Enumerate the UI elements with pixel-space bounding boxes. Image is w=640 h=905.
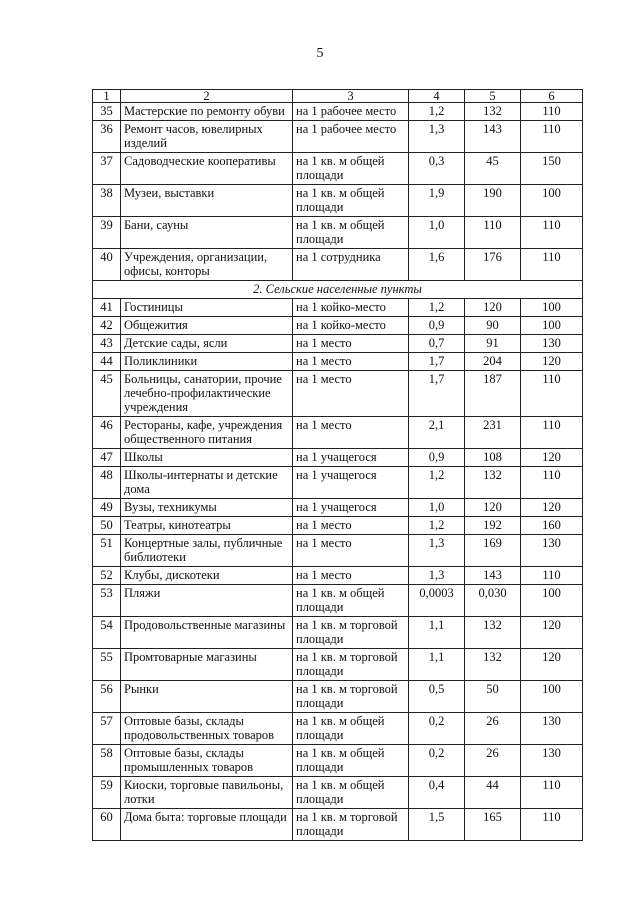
table-row bbox=[93, 567, 583, 585]
row-number: 40 bbox=[93, 249, 121, 281]
row-number: 48 bbox=[93, 467, 121, 499]
page-number: 5 bbox=[316, 46, 324, 61]
table-row bbox=[93, 449, 583, 467]
row-number: 36 bbox=[93, 121, 121, 153]
unit-of-measure: на 1 учащегося bbox=[293, 449, 409, 467]
value-col5: 204 bbox=[465, 353, 521, 371]
table-row bbox=[93, 317, 583, 335]
row-number: 50 bbox=[93, 517, 121, 535]
row-number: 53 bbox=[93, 585, 121, 617]
value-col5: 231 bbox=[465, 417, 521, 449]
unit-of-measure: на 1 место bbox=[293, 417, 409, 449]
unit-of-measure: на 1 кв. м общей площади bbox=[293, 777, 409, 809]
table-row bbox=[93, 467, 583, 499]
unit-of-measure: на 1 койко-место bbox=[293, 299, 409, 317]
value-col4: 1,7 bbox=[409, 353, 465, 371]
unit-of-measure: на 1 учащегося bbox=[293, 499, 409, 517]
unit-of-measure: на 1 кв. м общей площади bbox=[293, 745, 409, 777]
table-row bbox=[93, 417, 583, 449]
value-col6: 130 bbox=[521, 745, 583, 777]
value-col5: 120 bbox=[465, 299, 521, 317]
unit-of-measure: на 1 кв. м торговой площади bbox=[293, 809, 409, 841]
facility-name: Вузы, техникумы bbox=[121, 499, 293, 517]
value-col5: 132 bbox=[465, 617, 521, 649]
header-cell: 2 bbox=[121, 90, 293, 103]
row-number: 55 bbox=[93, 649, 121, 681]
value-col5: 187 bbox=[465, 371, 521, 417]
unit-of-measure: на 1 место bbox=[293, 517, 409, 535]
unit-of-measure: на 1 рабочее место bbox=[293, 121, 409, 153]
unit-of-measure: на 1 рабочее место bbox=[293, 103, 409, 121]
value-col5: 90 bbox=[465, 317, 521, 335]
table-header-row bbox=[93, 90, 583, 103]
value-col4: 1,5 bbox=[409, 809, 465, 841]
header-cell: 6 bbox=[521, 90, 583, 103]
unit-of-measure: на 1 место bbox=[293, 353, 409, 371]
table-row bbox=[93, 745, 583, 777]
table-row bbox=[93, 217, 583, 249]
value-col5: 0,030 bbox=[465, 585, 521, 617]
unit-of-measure: на 1 место bbox=[293, 567, 409, 585]
facility-name: Пляжи bbox=[121, 585, 293, 617]
facility-name: Промтоварные магазины bbox=[121, 649, 293, 681]
facility-name: Рестораны, кафе, учреждения общественного питания bbox=[121, 417, 293, 449]
value-col5: 26 bbox=[465, 713, 521, 745]
header-cell: 1 bbox=[93, 90, 121, 103]
row-number: 43 bbox=[93, 335, 121, 353]
value-col4: 1,1 bbox=[409, 649, 465, 681]
value-col5: 169 bbox=[465, 535, 521, 567]
row-number: 54 bbox=[93, 617, 121, 649]
facility-name: Оптовые базы, склады продовольственных товаров bbox=[121, 713, 293, 745]
value-col5: 192 bbox=[465, 517, 521, 535]
unit-of-measure: на 1 кв. м торговой площади bbox=[293, 649, 409, 681]
facility-name: Дома быта: торговые площади bbox=[121, 809, 293, 841]
value-col5: 132 bbox=[465, 649, 521, 681]
value-col4: 2,1 bbox=[409, 417, 465, 449]
table-row bbox=[93, 153, 583, 185]
table-row bbox=[93, 809, 583, 841]
facility-name: Клубы, дискотеки bbox=[121, 567, 293, 585]
value-col4: 0,2 bbox=[409, 713, 465, 745]
value-col6: 120 bbox=[521, 353, 583, 371]
row-number: 38 bbox=[93, 185, 121, 217]
value-col6: 110 bbox=[521, 103, 583, 121]
value-col4: 1,3 bbox=[409, 535, 465, 567]
unit-of-measure: на 1 место bbox=[293, 335, 409, 353]
facility-name: Детские сады, ясли bbox=[121, 335, 293, 353]
value-col5: 110 bbox=[465, 217, 521, 249]
unit-of-measure: на 1 сотрудника bbox=[293, 249, 409, 281]
facility-name: Гостиницы bbox=[121, 299, 293, 317]
row-number: 42 bbox=[93, 317, 121, 335]
facility-name: Школы bbox=[121, 449, 293, 467]
table-row bbox=[93, 185, 583, 217]
unit-of-measure: на 1 учащегося bbox=[293, 467, 409, 499]
value-col5: 143 bbox=[465, 567, 521, 585]
value-col6: 110 bbox=[521, 417, 583, 449]
facility-name: Учреждения, организации, офисы, конторы bbox=[121, 249, 293, 281]
facility-name: Бани, сауны bbox=[121, 217, 293, 249]
table-row bbox=[93, 649, 583, 681]
table-row bbox=[93, 617, 583, 649]
value-col5: 91 bbox=[465, 335, 521, 353]
value-col4: 1,3 bbox=[409, 567, 465, 585]
value-col6: 120 bbox=[521, 499, 583, 517]
facility-name: Концертные залы, публичные библиотеки bbox=[121, 535, 293, 567]
value-col5: 176 bbox=[465, 249, 521, 281]
facility-name: Поликлиники bbox=[121, 353, 293, 371]
table-row bbox=[93, 499, 583, 517]
value-col5: 108 bbox=[465, 449, 521, 467]
value-col4: 1,9 bbox=[409, 185, 465, 217]
unit-of-measure: на 1 кв. м торговой площади bbox=[293, 617, 409, 649]
facility-name: Музеи, выставки bbox=[121, 185, 293, 217]
value-col6: 110 bbox=[521, 371, 583, 417]
row-number: 39 bbox=[93, 217, 121, 249]
value-col5: 45 bbox=[465, 153, 521, 185]
value-col4: 0,4 bbox=[409, 777, 465, 809]
value-col6: 100 bbox=[521, 681, 583, 713]
value-col5: 165 bbox=[465, 809, 521, 841]
value-col4: 1,2 bbox=[409, 299, 465, 317]
value-col6: 100 bbox=[521, 317, 583, 335]
value-col4: 1,7 bbox=[409, 371, 465, 417]
row-number: 57 bbox=[93, 713, 121, 745]
value-col5: 26 bbox=[465, 745, 521, 777]
header-cell: 3 bbox=[293, 90, 409, 103]
value-col4: 1,2 bbox=[409, 467, 465, 499]
value-col6: 110 bbox=[521, 249, 583, 281]
row-number: 37 bbox=[93, 153, 121, 185]
value-col4: 1,2 bbox=[409, 103, 465, 121]
unit-of-measure: на 1 койко-место bbox=[293, 317, 409, 335]
value-col6: 110 bbox=[521, 121, 583, 153]
value-col5: 132 bbox=[465, 467, 521, 499]
table-row bbox=[93, 535, 583, 567]
section-title: 2. Сельские населенные пункты bbox=[93, 281, 583, 299]
value-col5: 44 bbox=[465, 777, 521, 809]
table-row bbox=[93, 585, 583, 617]
value-col6: 110 bbox=[521, 567, 583, 585]
value-col4: 0,0003 bbox=[409, 585, 465, 617]
unit-of-measure: на 1 место bbox=[293, 535, 409, 567]
norms-table bbox=[92, 89, 583, 841]
row-number: 35 bbox=[93, 103, 121, 121]
header-cell: 4 bbox=[409, 90, 465, 103]
row-number: 49 bbox=[93, 499, 121, 517]
facility-name: Оптовые базы, склады промышленных товаров bbox=[121, 745, 293, 777]
value-col5: 120 bbox=[465, 499, 521, 517]
facility-name: Мастерские по ремонту обуви bbox=[121, 103, 293, 121]
row-number: 45 bbox=[93, 371, 121, 417]
value-col5: 132 bbox=[465, 103, 521, 121]
value-col5: 50 bbox=[465, 681, 521, 713]
row-number: 56 bbox=[93, 681, 121, 713]
unit-of-measure: на 1 кв. м общей площади bbox=[293, 713, 409, 745]
value-col4: 0,9 bbox=[409, 317, 465, 335]
value-col4: 0,5 bbox=[409, 681, 465, 713]
value-col6: 120 bbox=[521, 617, 583, 649]
row-number: 59 bbox=[93, 777, 121, 809]
value-col6: 110 bbox=[521, 467, 583, 499]
value-col4: 0,9 bbox=[409, 449, 465, 467]
value-col6: 150 bbox=[521, 153, 583, 185]
value-col4: 1,2 bbox=[409, 517, 465, 535]
value-col6: 160 bbox=[521, 517, 583, 535]
value-col5: 143 bbox=[465, 121, 521, 153]
value-col4: 0,3 bbox=[409, 153, 465, 185]
table-row bbox=[93, 249, 583, 281]
value-col6: 100 bbox=[521, 585, 583, 617]
row-number: 58 bbox=[93, 745, 121, 777]
value-col4: 0,7 bbox=[409, 335, 465, 353]
facility-name: Школы-интернаты и детские дома bbox=[121, 467, 293, 499]
value-col6: 110 bbox=[521, 217, 583, 249]
unit-of-measure: на 1 кв. м общей площади bbox=[293, 153, 409, 185]
row-number: 44 bbox=[93, 353, 121, 371]
row-number: 47 bbox=[93, 449, 121, 467]
value-col6: 120 bbox=[521, 649, 583, 681]
table-row bbox=[93, 713, 583, 745]
row-number: 60 bbox=[93, 809, 121, 841]
value-col6: 100 bbox=[521, 299, 583, 317]
section-row bbox=[93, 281, 583, 299]
table-row bbox=[93, 353, 583, 371]
table-row bbox=[93, 777, 583, 809]
value-col6: 130 bbox=[521, 335, 583, 353]
value-col4: 1,1 bbox=[409, 617, 465, 649]
value-col4: 1,0 bbox=[409, 499, 465, 517]
table-row bbox=[93, 299, 583, 317]
header-cell: 5 bbox=[465, 90, 521, 103]
table-row bbox=[93, 335, 583, 353]
value-col5: 190 bbox=[465, 185, 521, 217]
unit-of-measure: на 1 кв. м общей площади bbox=[293, 585, 409, 617]
table-row bbox=[93, 103, 583, 121]
facility-name: Продовольственные магазины bbox=[121, 617, 293, 649]
value-col6: 100 bbox=[521, 185, 583, 217]
value-col6: 120 bbox=[521, 449, 583, 467]
facility-name: Общежития bbox=[121, 317, 293, 335]
facility-name: Рынки bbox=[121, 681, 293, 713]
row-number: 51 bbox=[93, 535, 121, 567]
unit-of-measure: на 1 кв. м торговой площади bbox=[293, 681, 409, 713]
value-col6: 130 bbox=[521, 713, 583, 745]
facility-name: Киоски, торговые павильоны, лотки bbox=[121, 777, 293, 809]
table-row bbox=[93, 121, 583, 153]
row-number: 41 bbox=[93, 299, 121, 317]
table-row bbox=[93, 517, 583, 535]
value-col4: 1,3 bbox=[409, 121, 465, 153]
table-row bbox=[93, 681, 583, 713]
facility-name: Театры, кинотеатры bbox=[121, 517, 293, 535]
value-col4: 0,2 bbox=[409, 745, 465, 777]
facility-name: Больницы, санатории, прочие лечебно-профилактические учреждения bbox=[121, 371, 293, 417]
facility-name: Садоводческие кооперативы bbox=[121, 153, 293, 185]
unit-of-measure: на 1 место bbox=[293, 371, 409, 417]
unit-of-measure: на 1 кв. м общей площади bbox=[293, 217, 409, 249]
value-col6: 130 bbox=[521, 535, 583, 567]
value-col4: 1,6 bbox=[409, 249, 465, 281]
value-col6: 110 bbox=[521, 777, 583, 809]
unit-of-measure: на 1 кв. м общей площади bbox=[293, 185, 409, 217]
value-col6: 110 bbox=[521, 809, 583, 841]
table-row bbox=[93, 371, 583, 417]
value-col4: 1,0 bbox=[409, 217, 465, 249]
row-number: 46 bbox=[93, 417, 121, 449]
facility-name: Ремонт часов, ювелирных изделий bbox=[121, 121, 293, 153]
row-number: 52 bbox=[93, 567, 121, 585]
